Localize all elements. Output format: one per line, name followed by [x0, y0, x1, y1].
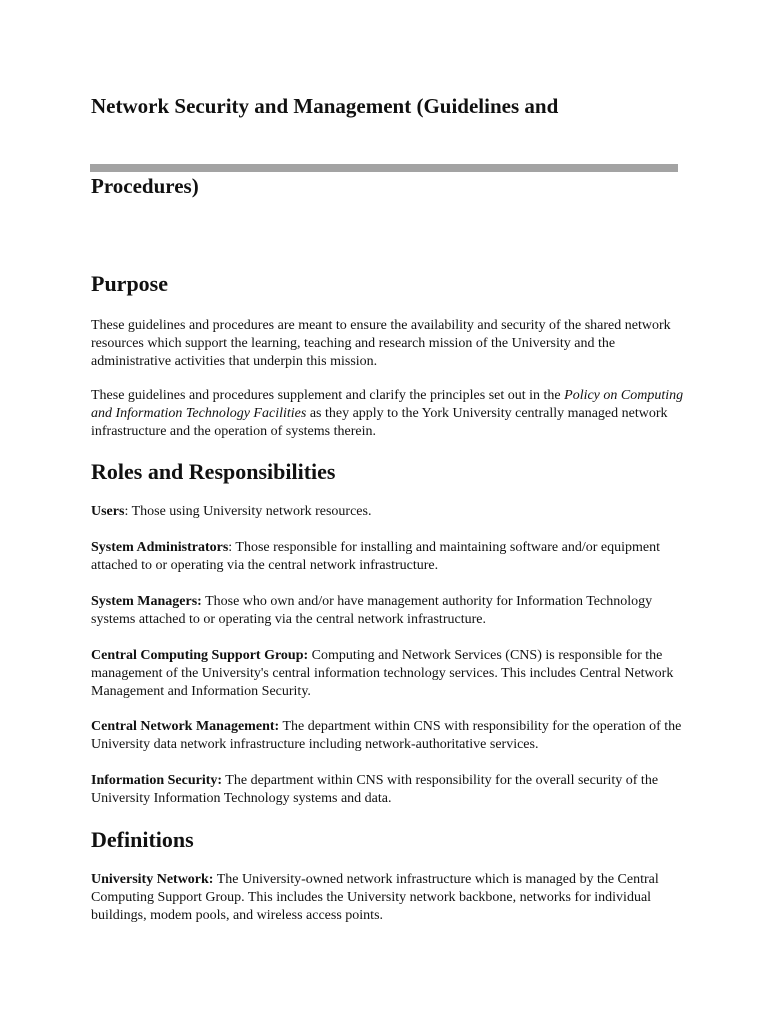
title-divider	[90, 164, 678, 172]
role-description: The department within CNS with responsibility for the operation of the University data network infrastructure including network-authoritative services.	[91, 719, 682, 752]
role-description: Computing and Network Services (CNS) is responsible for the management of the University's central information technology services. This includes Central Network Management and Information Security.	[91, 648, 674, 699]
role-definition-users	[91, 503, 691, 521]
definitions-heading: Definitions	[91, 827, 194, 852]
role-definition-information-security	[91, 772, 691, 808]
role-description: Those using University network resources.	[131, 504, 372, 519]
role-definition-central-network-management	[91, 718, 691, 754]
definition-description: The University-owned network infrastructure which is managed by the Central Computing Support Group. This includes the University network backbone, networks for individual buildings, modem pools, and wireless access points.	[91, 872, 659, 923]
role-description: Those who own and/or have management authority for Information Technology systems attached to or operating via the central network infrastructure.	[91, 594, 653, 627]
definition-term: University Network:	[91, 872, 214, 887]
role-term: System Administrators	[91, 540, 229, 555]
role-term: Users	[91, 504, 125, 519]
supplement-text: These guidelines and procedures supplement and clarify the principles set out in the	[91, 388, 565, 403]
role-term: Central Network Management:	[91, 719, 280, 734]
purpose-heading: Purpose	[91, 271, 168, 296]
role-description: Those responsible for installing and maintaining software and/or equipment attached to or operating via the central network infrastructure.	[91, 540, 660, 573]
role-term: System Managers:	[91, 594, 202, 609]
separator: :	[228, 540, 236, 555]
document-title: Network Security and Management (Guidelines and	[91, 94, 559, 118]
role-term: Central Computing Support Group:	[91, 648, 309, 663]
separator: :	[124, 504, 132, 519]
role-definition-central-computing-support-group	[91, 647, 691, 701]
purpose-supplement-paragraph	[91, 387, 691, 441]
supplement-text-end: as they apply to the York University centrally managed network infrastructure and the operation of systems therein.	[91, 406, 668, 439]
role-definition-system-administrators	[91, 539, 691, 575]
purpose-paragraph: These guidelines and procedures are meant to ensure the availability and security of the shared network resources which support the learning, teaching and research mission of the University and the administrative activities that underpin this mission.	[91, 318, 671, 369]
document-title-continued: Procedures)	[91, 174, 199, 198]
roles-heading: Roles and Responsibilities	[91, 459, 336, 484]
policy-title: Policy on Computing and Information Technology Facilities	[91, 388, 684, 421]
definition-university-network	[91, 871, 691, 925]
role-definition-system-managers	[91, 593, 691, 629]
role-term: Information Security:	[91, 773, 223, 788]
role-description: The department within CNS with responsibility for the overall security of the University Information Technology systems and data.	[91, 773, 659, 806]
